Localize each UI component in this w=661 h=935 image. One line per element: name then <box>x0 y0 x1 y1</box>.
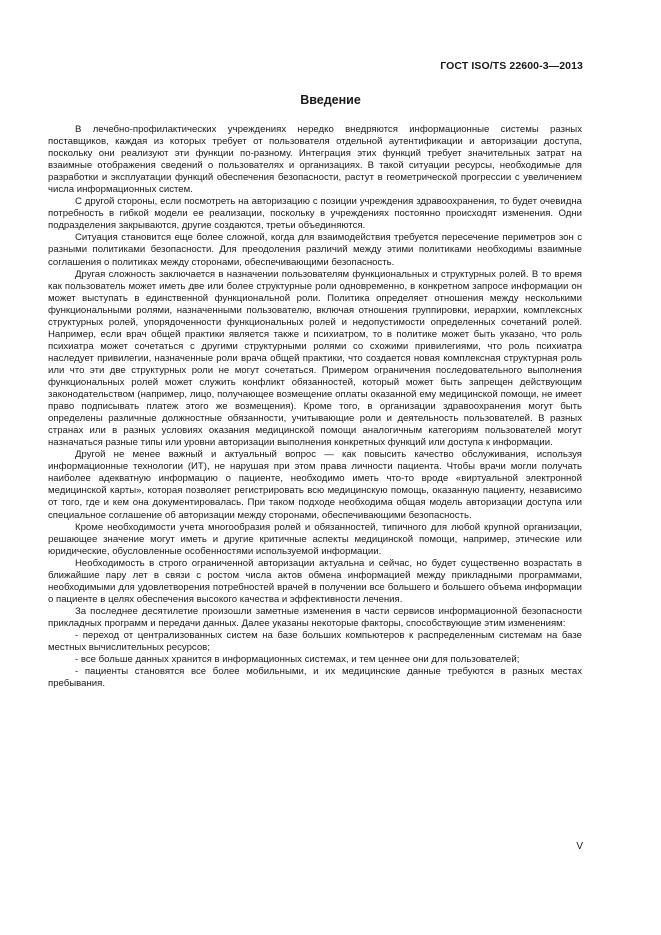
standard-number: ГОСТ ISO/TS 22600-3—2013 <box>440 60 583 72</box>
paragraph: С другой стороны, если посмотреть на авторизацию с позиции учреждения здравоохранения, то будет очевидна потребность в гибкой модели ее реализации, поскольку в учреждениях постоянно происходят изменения. Одни подразделения закрываются, другие создаются, третьи объединяются. <box>48 196 582 232</box>
paragraph: Другая сложность заключается в назначении пользователям функциональных и структурных ролей. В то время как пользователь может иметь две или более структурные роли одновременно, в конкретном запросе информации он может выступать в единственной функциональной роли. Политика определяет отношения между несколькими функциональными ролями, назначенными пользователю, включая отношения группировки, иерархии, комплексных структурных ролей, упорядоченности функциональных ролей и недопустимости определенных сочетаний ролей. Например, если врач общей практики является также и психиатром, то в политике может быть указано, что роль психиатра может сочетаться с другими структурными ролями со схожими привилегиями, что роль психиатра наследует привилегии, назначенные роли врача общей практики, что создается новая комплексная структурная роль или что эти две структурных роли не могут сочетаться. Примером ограничения последовательного выполнения функциональных ролей может служить конфликт обязанностей, который может быть запрещен действующим законодательством (например, лицо, получающее возмещение оплаты оказанной ему медицинской помощи, не имеет право подписывать платеж этого же возмещения). Кроме того, в организации здравоохранения могут быть определены различные должностные обязанности, учитывающие роли и деятельность пользователей. В разных странах или в разных условиях оказания медицинской помощи аналогичным категориям пользователей могут назначаться разные типы или уровни авторизации выполнения конкретных функций или доступа к информации. <box>48 268 582 449</box>
paragraph: За последнее десятилетие произошли заметные изменения в части сервисов информационной безопасности прикладных программ и передачи данных. Далее указаны некоторые факторы, способствующие этим изменениям: <box>48 605 582 629</box>
paragraph: Другой не менее важный и актуальный вопрос — как повысить качество обслуживания, используя информационные технологии (ИТ), не нарушая при этом права личности пациента. Чтобы врачи могли получать наиболее адекватную информацию о пациенте, необходимо иметь что-то вроде «виртуальной электронной медицинской карты», которая позволяет регистрировать всю медицинскую помощь, оказанную пациенту, независимо от того, где и кем она документировалась. При таком подходе необходима общая модель авторизации доступа или специальное соглашение об авторизации между сторонами, обеспечивающими безопасность. <box>48 449 582 521</box>
list-item: - переход от централизованных систем на базе больших компьютеров к распределенным системам на базе местных вычислительных ресурсов; <box>48 629 582 654</box>
factors-list <box>48 630 582 690</box>
list-item: - все больше данных хранится в информационных системах, и тем ценнее они для пользователей; <box>75 654 520 666</box>
section-title: Введение <box>300 93 361 107</box>
body-text <box>48 124 582 690</box>
list-item: - пациенты становятся все более мобильными, и их медицинские данные требуются в разных местах пребывания. <box>48 666 582 690</box>
page-number: V <box>576 841 583 852</box>
paragraph: Необходимость в строго ограниченной авторизации актуальна и сейчас, но будет существенно возрастать в ближайшие пару лет в связи с ростом числа актов обмена информацией между прикладными программами, необходимыми для удовлетворения потребностей врачей в получении все большего и большего объема информации о пациенте в целях обеспечения высокого качества и эффективности лечения. <box>48 557 582 605</box>
paragraph: Кроме необходимости учета многообразия ролей и обязанностей, типичного для любой крупной организации, решающее значение могут иметь и другие критичные аспекты медицинской помощи, например, этические или юридические, обусловленные особенностями используемой информации. <box>48 521 582 557</box>
paragraph: Ситуация становится еще более сложной, когда для взаимодействия требуется пересечение периметров зон с разными политиками безопасности. Для преодоления различий между этими политиками необходимы взаимные соглашения о политиках между сторонами, обеспечивающими безопасность. <box>48 232 582 268</box>
paragraph: В лечебно-профилактических учреждениях нередко внедряются информационные системы разных поставщиков, каждая из которых требует от пользователя отдельной аутентификации и авторизации доступа, поскольку они реализуют эти функции по-разному. Интеграция этих функций требует значительных затрат на взаимные отображения сведений о пользователях и организациях. В такой ситуации ресурсы, необходимые для разработки и эксплуатации функций обеспечения безопасности, растут в геометрической прогрессии с увеличением числа информационных систем. <box>48 124 582 196</box>
